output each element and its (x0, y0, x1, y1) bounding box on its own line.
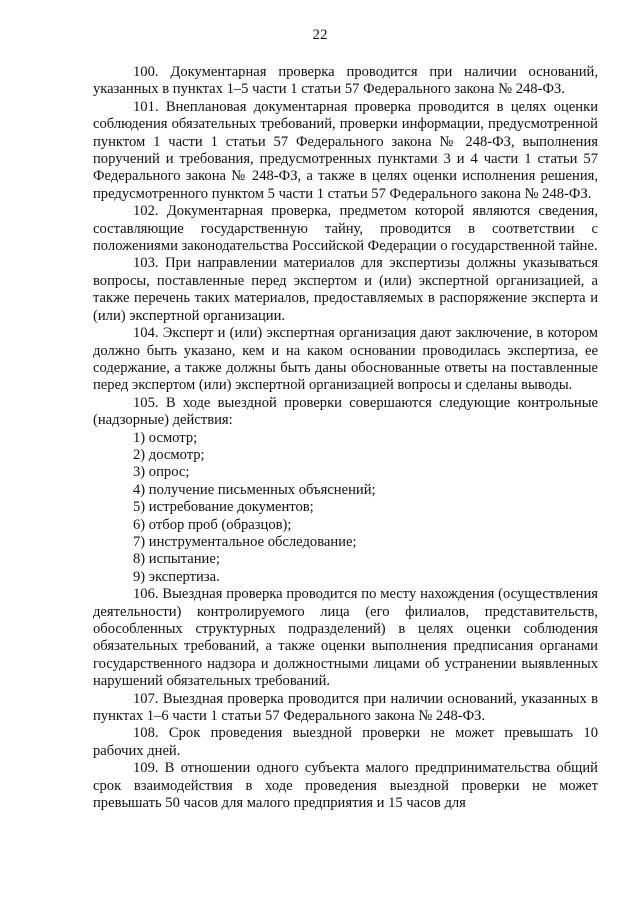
paragraph-102: 102. Документарная проверка, предметом которой являются сведения, составляющие государственную тайну, проводится в соответствии с положениями законодательства Российской Федерации о государственной тайне. (93, 203, 598, 255)
paragraph-106: 106. Выездная проверка проводится по месту нахождения (осуществления деятельности) контролируемого лица (его филиалов, представительств, обособленных структурных подразделений) в целях оценки соблюдения обязательных требований, а также оценки выполнения предписания органами государственного надзора и должностными лицами об устранении выявленных нарушений обязательных требований. (93, 586, 598, 690)
list-item-3: 3) опрос; (133, 464, 190, 481)
document-body (93, 64, 598, 812)
list-item-2: 2) досмотр; (133, 446, 205, 463)
list-item-7: 7) инструментальное обследование; (133, 533, 357, 550)
paragraph-108: 108. Срок проведения выездной проверки не может превышать 10 рабочих дней. (93, 725, 598, 759)
paragraph-101: 101. Внеплановая документарная проверка проводится в целях оценки соблюдения обязательных требований, проверки информации, предусмотренной пунктом 1 части 1 статьи 57 Федерального закона № 248-ФЗ, выполнения поручений и требования, предусмотренных пунктами 3 и 4 части 1 статьи 57 Федерального закона № 248-ФЗ, а также в целях оценки исполнения решения, предусмотренного пунктом 5 части 1 статьи 57 Федерального закона № 248-ФЗ. (93, 98, 598, 202)
paragraph-104: 104. Эксперт и (или) экспертная организация дают заключение, в котором должно быть указано, кем и на каком основании проводилась экспертиза, ее содержание, а также должны быть даны обоснованные ответы на поставленные перед экспертом (или) экспертной организацией вопросы и сделаны выводы. (93, 325, 598, 394)
page-number: 22 (312, 27, 328, 43)
list-item-5: 5) истребование документов; (133, 499, 314, 516)
paragraph-100: 100. Документарная проверка проводится при наличии оснований, указанных в пунктах 1–5 части 1 статьи 57 Федерального закона № 248-ФЗ. (93, 64, 598, 98)
list-item-6: 6) отбор проб (образцов); (133, 516, 292, 533)
list-item-8: 8) испытание; (133, 551, 220, 568)
paragraph-109: 109. В отношении одного субъекта малого предпринимательства общий срок взаимодействия в ходе проведения выездной проверки не может превышать 50 часов для малого предприятия и 15 часов для (93, 760, 598, 812)
list-item-4: 4) получение письменных объяснений; (133, 481, 376, 498)
paragraph-103: 103. При направлении материалов для экспертизы должны указываться вопросы, поставленные перед экспертом и (или) экспертной организацией, а также перечень таких материалов, предоставляемых в распоряжение эксперта и (или) экспертной организации. (93, 255, 598, 324)
list-item-1: 1) осмотр; (133, 429, 198, 446)
list-item-9: 9) экспертиза. (133, 568, 220, 585)
paragraph-105: 105. В ходе выездной проверки совершаются следующие контрольные (надзорные) действия: (93, 394, 598, 429)
paragraph-107: 107. Выездная проверка проводится при наличии оснований, указанных в пунктах 1–6 части 1 статьи 57 Федерального закона № 248-ФЗ. (93, 690, 598, 725)
